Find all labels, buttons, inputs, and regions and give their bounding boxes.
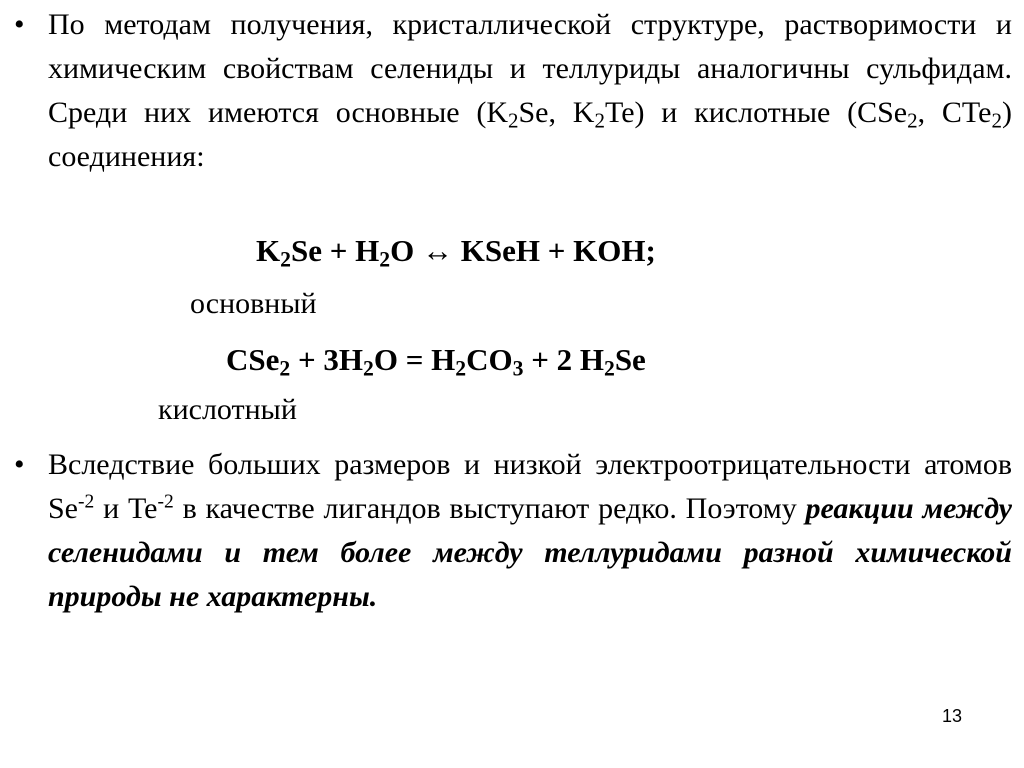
eq-subscript: 3 [512, 356, 524, 381]
text-run: По методам получения, кристаллической структуре, растворимости и химическим свойствам селениды и теллуриды аналогичны сульфидам. Среди них имеются основные (K [48, 8, 1012, 129]
eq-subscript: 2 [279, 356, 291, 381]
text-run: Te) и кислотные (CSe [604, 96, 908, 129]
eq-subscript: 2 [603, 356, 615, 381]
page-number: 13 [941, 706, 962, 726]
superscript: -2 [78, 491, 95, 513]
eq-text: + 3H [290, 342, 364, 377]
text-run: Вследствие больших размеров и низкой электроотрицательности атомов Se [48, 448, 1012, 525]
equilibrium-arrow-icon: ↔ [421, 233, 453, 268]
subscript: 2 [907, 108, 918, 133]
subscript: 2 [991, 108, 1002, 133]
eq-subscript: 2 [280, 247, 291, 272]
eq-text: O = H [373, 342, 456, 377]
bullet-marker: • [14, 448, 25, 481]
eq-text: Se + H [290, 233, 380, 268]
eq-text: CSe [226, 342, 280, 377]
label-basic: основный [190, 287, 317, 320]
equation-basic [256, 229, 656, 273]
superscript: -2 [157, 491, 174, 513]
subscript: 2 [508, 108, 519, 133]
eq-text: O [390, 233, 422, 268]
eq-subscript: 2 [455, 356, 467, 381]
paragraph-conclusion [48, 443, 1012, 619]
eq-subscript: 2 [363, 356, 374, 381]
text-run: ) соединения: [48, 96, 1012, 173]
bullet-marker: • [14, 8, 25, 41]
text-run: Se, K [518, 96, 595, 129]
eq-text: CO [466, 342, 513, 377]
eq-text: + 2 H [523, 342, 604, 377]
subscript: 2 [594, 108, 605, 133]
text-run: в качестве лигандов выступают редко. Поэтому [173, 492, 806, 525]
eq-subscript: 2 [379, 247, 391, 272]
eq-text: KSeH + KOH; [452, 233, 656, 268]
text-run: , CTe [917, 96, 992, 129]
text-run: и Te [94, 492, 158, 525]
emphasis-text: реакции между селенидами и тем более между теллуридами разной химической природы не характерны. [48, 492, 1013, 613]
paragraph-intro [48, 3, 1012, 179]
eq-text: Se [614, 342, 646, 377]
label-acidic: кислотный [158, 393, 297, 426]
equation-acidic [226, 338, 646, 382]
eq-text: K [256, 233, 281, 268]
